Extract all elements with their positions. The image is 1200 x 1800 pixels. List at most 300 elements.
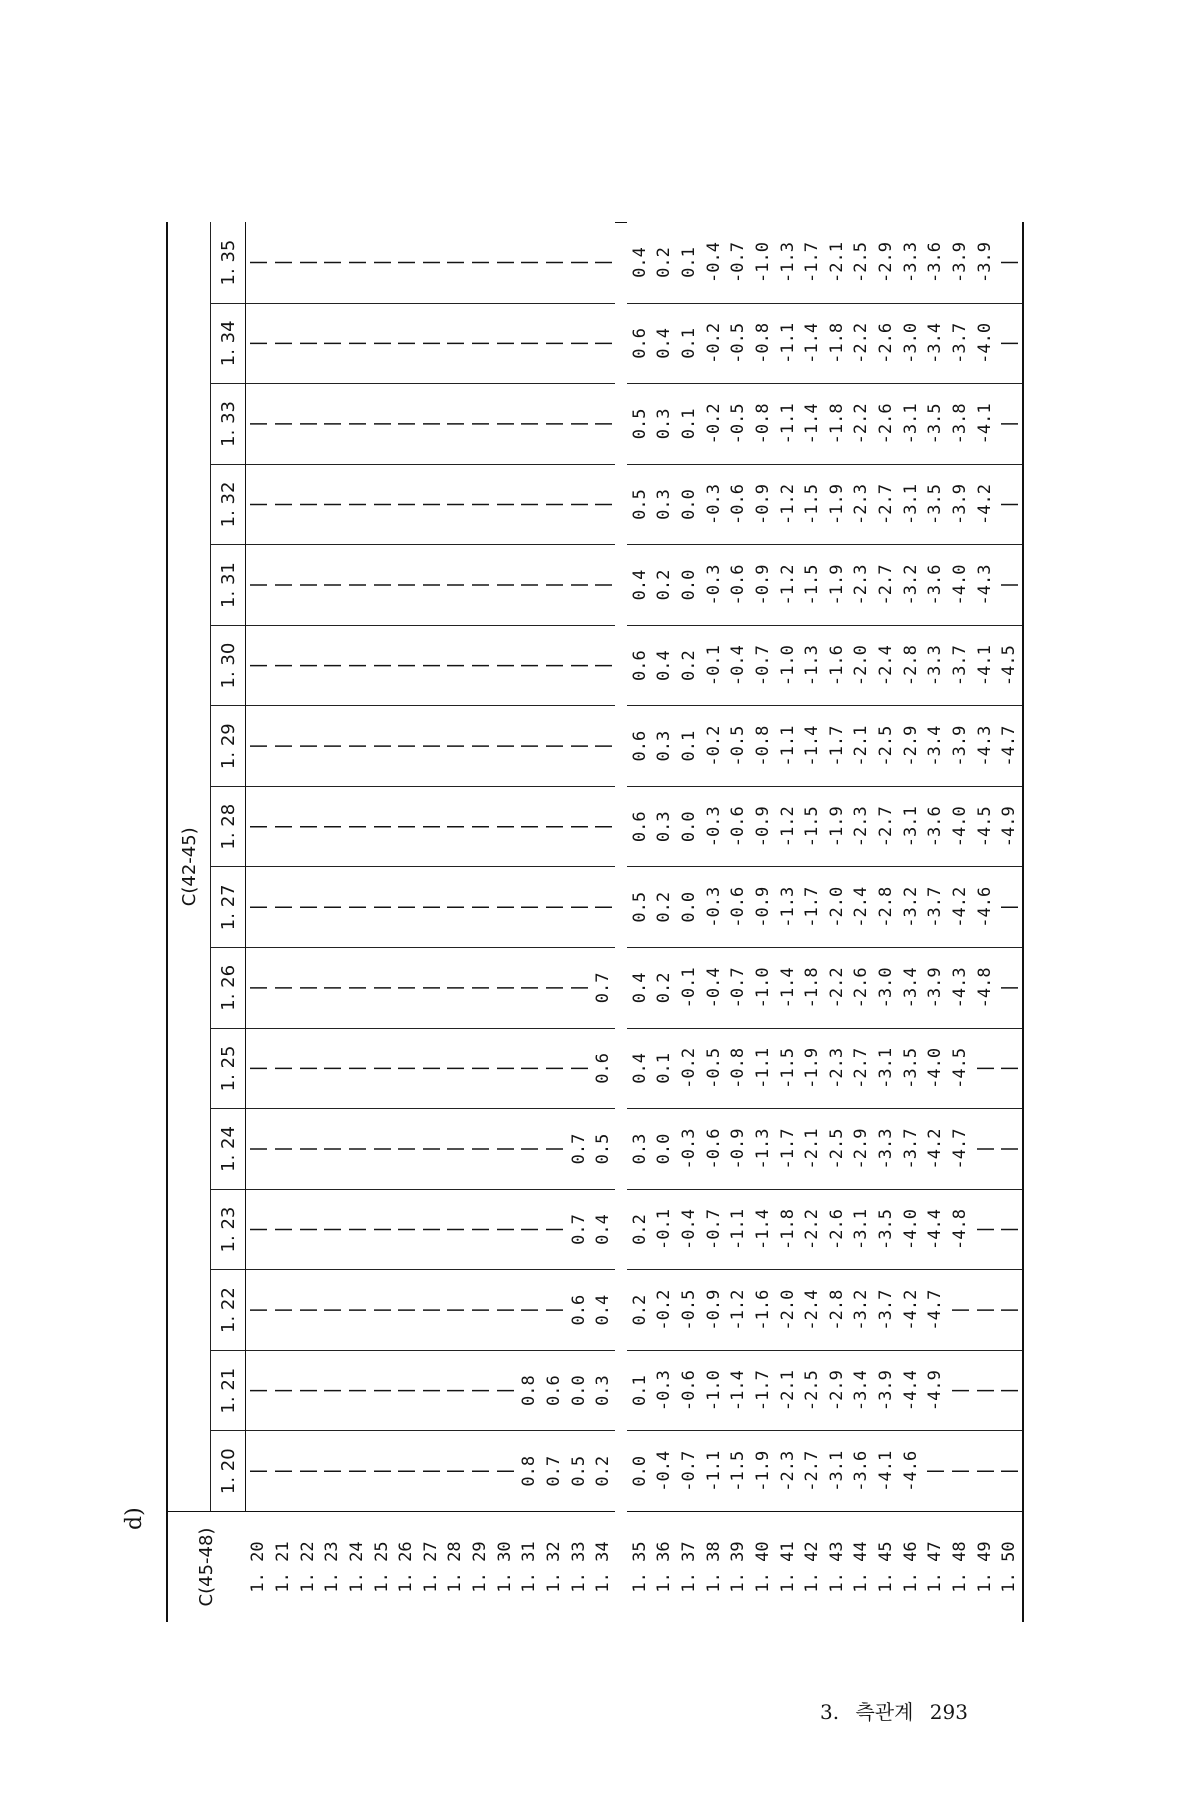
table-cell: | <box>542 303 567 384</box>
table-cell: -0.3 <box>701 464 726 545</box>
table-cell: | <box>468 1350 493 1431</box>
table-cell: 0.4 <box>627 223 652 304</box>
table-cell: -0.9 <box>751 786 776 867</box>
table-cell: -0.9 <box>726 1109 751 1190</box>
table-cell: -0.4 <box>654 1450 675 1492</box>
table-cell: -1.7 <box>751 1350 776 1431</box>
table-cell: | <box>517 1189 542 1270</box>
table-cell: -2.8 <box>824 1270 849 1351</box>
table-cell: 0.8 <box>517 1350 542 1431</box>
table-cell: | <box>271 625 296 706</box>
table-cell: | <box>418 1109 443 1190</box>
group-label: C(42-45) <box>167 223 211 1512</box>
table-cell: | <box>271 223 296 304</box>
table-cell: -4.8 <box>972 948 997 1029</box>
table-cell: | <box>273 1466 294 1477</box>
table-cell: 0.3 <box>652 384 677 465</box>
table-cell: -1.4 <box>800 384 825 465</box>
table-cell: -4.2 <box>948 867 973 948</box>
table-cell: | <box>371 1466 392 1477</box>
table-cell: -1.7 <box>824 706 849 787</box>
table-cell: -0.5 <box>726 706 751 787</box>
column-header: 1. 29 <box>211 706 246 787</box>
table-cell: | <box>517 786 542 867</box>
table-cell: | <box>542 786 567 867</box>
table-cell: | <box>345 384 370 465</box>
table-cell: -0.2 <box>677 1028 702 1109</box>
table-cell: -1.8 <box>824 384 849 465</box>
table-cell: 0.6 <box>627 625 652 706</box>
table-cell: | <box>591 706 616 787</box>
table-cell: | <box>320 1189 345 1270</box>
row-label: 1. 29 <box>468 1512 493 1623</box>
table-cell: | <box>418 545 443 626</box>
table-cell: | <box>320 545 345 626</box>
table-row <box>898 223 923 1623</box>
table-cell: | <box>542 223 567 304</box>
table-cell: -1.4 <box>800 303 825 384</box>
table-cell: -1.2 <box>775 786 800 867</box>
table-cell: | <box>394 706 419 787</box>
column-header: 1. 34 <box>211 303 246 384</box>
table-cell: -1.3 <box>775 223 800 304</box>
table-cell: | <box>394 1189 419 1270</box>
table-cell: | <box>394 1270 419 1351</box>
table-cell: | <box>492 867 517 948</box>
table-cell: -3.9 <box>948 464 973 545</box>
table-cell: 0.2 <box>652 223 677 304</box>
table-cell: -0.8 <box>751 384 776 465</box>
table-cell: -4.1 <box>972 625 997 706</box>
column-header: 1. 30 <box>211 625 246 706</box>
table-cell: | <box>320 786 345 867</box>
table-cell: 0.4 <box>652 303 677 384</box>
table-cell: | <box>492 384 517 465</box>
table-cell: | <box>418 706 443 787</box>
table-cell: -4.0 <box>948 786 973 867</box>
table-cell: | <box>517 706 542 787</box>
table-cell: 0.6 <box>627 303 652 384</box>
table-cell: | <box>468 223 493 304</box>
table-cell: -1.5 <box>800 545 825 626</box>
table-cell: | <box>492 464 517 545</box>
table-cell: | <box>492 1189 517 1270</box>
table-cell: -3.3 <box>874 1109 899 1190</box>
table-row <box>271 223 296 1623</box>
row-label: 1. 36 <box>652 1512 677 1623</box>
table-cell: | <box>369 1270 394 1351</box>
table-cell: -1.3 <box>800 625 825 706</box>
table-cell: | <box>566 1028 591 1109</box>
row-label: 1. 47 <box>923 1512 948 1623</box>
table-cell: | <box>492 303 517 384</box>
table-cell: 0.3 <box>591 1350 616 1431</box>
table-cell: | <box>468 303 493 384</box>
table-row <box>627 223 652 1623</box>
table-cell: -1.3 <box>775 867 800 948</box>
table-cell: 0.0 <box>629 1455 650 1487</box>
table-cell: | <box>443 464 468 545</box>
table-cell: | <box>542 1189 567 1270</box>
table-cell: | <box>418 948 443 1029</box>
table-cell: | <box>295 223 320 304</box>
table-cell: -4.7 <box>923 1270 948 1351</box>
table-cell: -1.9 <box>824 786 849 867</box>
table-cell: -4.3 <box>948 948 973 1029</box>
table-cell: -1.3 <box>751 1109 776 1190</box>
table-row <box>246 223 271 1623</box>
table-cell: -2.2 <box>849 303 874 384</box>
table-cell: | <box>246 786 271 867</box>
table-cell: | <box>997 1270 1023 1351</box>
table-cell: -0.3 <box>701 786 726 867</box>
table-cell: -3.3 <box>898 223 923 304</box>
table-cell: | <box>443 303 468 384</box>
row-label: 1. 27 <box>418 1512 443 1623</box>
table-cell: -0.7 <box>679 1450 700 1492</box>
table-cell: | <box>591 384 616 465</box>
column-header: 1. 24 <box>211 1109 246 1190</box>
table-cell: -2.3 <box>824 1028 849 1109</box>
table-cell: | <box>997 867 1023 948</box>
table-cell: 0.6 <box>566 1270 591 1351</box>
column-header: 1. 22 <box>211 1270 246 1351</box>
table-cell: | <box>345 1189 370 1270</box>
table-cell: | <box>345 867 370 948</box>
table-cell: 0.4 <box>652 625 677 706</box>
table-cell: | <box>369 1028 394 1109</box>
table-row <box>320 223 345 1623</box>
table-cell: | <box>295 1270 320 1351</box>
table-cell: | <box>271 786 296 867</box>
table-cell: -4.0 <box>898 1189 923 1270</box>
table-cell: 0.2 <box>593 1455 614 1487</box>
table-cell: -3.6 <box>923 545 948 626</box>
table-cell: | <box>345 1270 370 1351</box>
table-cell: | <box>394 1028 419 1109</box>
table-cell: 0.3 <box>652 786 677 867</box>
table-cell: 0.0 <box>677 786 702 867</box>
table-cell: -1.4 <box>775 948 800 1029</box>
table-cell: -0.3 <box>701 545 726 626</box>
table-cell: | <box>974 1466 995 1477</box>
table-cell: -1.0 <box>701 1350 726 1431</box>
table-cell: 0.7 <box>566 1109 591 1190</box>
row-label: 1. 25 <box>369 1512 394 1623</box>
table-cell: | <box>394 867 419 948</box>
table-cell: | <box>948 1270 973 1351</box>
table-cell: | <box>468 464 493 545</box>
row-label: 1. 21 <box>271 1512 296 1623</box>
table-cell: | <box>345 706 370 787</box>
table-cell: -0.6 <box>726 786 751 867</box>
table-cell: | <box>295 1189 320 1270</box>
row-label: 1. 23 <box>320 1512 345 1623</box>
table-cell: -1.7 <box>775 1109 800 1190</box>
table-cell: -2.2 <box>849 384 874 465</box>
table-row <box>997 223 1023 1623</box>
table-cell: -4.5 <box>948 1028 973 1109</box>
table-cell: -4.4 <box>898 1350 923 1431</box>
table-cell: | <box>468 948 493 1029</box>
table-cell: | <box>997 1109 1023 1190</box>
table-cell: | <box>542 384 567 465</box>
table-cell: 0.7 <box>543 1455 564 1487</box>
table-cell: | <box>443 706 468 787</box>
table-cell: -4.2 <box>898 1270 923 1351</box>
table-cell: -1.1 <box>726 1189 751 1270</box>
row-label: 1. 43 <box>824 1512 849 1623</box>
table-row <box>751 223 776 1623</box>
table-cell: | <box>246 1270 271 1351</box>
table-cell: | <box>246 545 271 626</box>
table-cell: -3.5 <box>874 1189 899 1270</box>
table-cell: | <box>566 867 591 948</box>
table-cell: -0.7 <box>751 625 776 706</box>
table-cell: | <box>418 464 443 545</box>
table-cell: -0.7 <box>726 948 751 1029</box>
table-cell: | <box>949 1466 970 1477</box>
table-cell: -4.1 <box>972 384 997 465</box>
table-cell: | <box>396 1466 417 1477</box>
footer-page-number: 293 <box>929 1700 968 1724</box>
table-cell: | <box>468 545 493 626</box>
table-row <box>591 223 616 1623</box>
table-cell: -0.2 <box>701 303 726 384</box>
table-cell: | <box>443 1028 468 1109</box>
table-row <box>948 223 973 1623</box>
table-cell: | <box>443 384 468 465</box>
table-cell: | <box>997 1350 1023 1431</box>
row-label: 1. 42 <box>800 1512 825 1623</box>
table-cell: | <box>369 867 394 948</box>
table-cell: -0.6 <box>701 1109 726 1190</box>
table-row <box>345 223 370 1623</box>
table-cell: | <box>443 786 468 867</box>
table-cell: 0.2 <box>652 867 677 948</box>
table-cell: | <box>492 948 517 1029</box>
table-cell: -2.1 <box>849 706 874 787</box>
table-cell: | <box>345 303 370 384</box>
table-cell: 0.1 <box>677 223 702 304</box>
table-cell: -3.2 <box>849 1270 874 1351</box>
table-cell: | <box>369 303 394 384</box>
table-cell: | <box>394 948 419 1029</box>
table-cell: -0.6 <box>726 867 751 948</box>
table-row <box>800 223 825 1623</box>
table-cell: -2.1 <box>800 1109 825 1190</box>
row-label: 1. 35 <box>627 1512 652 1623</box>
table-cell: | <box>345 786 370 867</box>
table-cell: 0.3 <box>652 464 677 545</box>
table-cell: | <box>246 1028 271 1109</box>
table-cell: 0.6 <box>542 1350 567 1431</box>
table-cell: -3.9 <box>948 223 973 304</box>
table-cell: 0.5 <box>627 384 652 465</box>
table-cell: | <box>997 1028 1023 1109</box>
table-cell: -3.9 <box>874 1350 899 1431</box>
column-header: 1. 27 <box>211 867 246 948</box>
row-label: 1. 33 <box>566 1512 591 1623</box>
table-row <box>923 223 948 1623</box>
table-cell: -3.8 <box>948 384 973 465</box>
table-cell: | <box>369 1109 394 1190</box>
table-cell: 0.0 <box>677 464 702 545</box>
table-cell: | <box>492 1270 517 1351</box>
table-cell: | <box>369 786 394 867</box>
table-row <box>874 223 899 1623</box>
table-cell: | <box>271 706 296 787</box>
table-cell: | <box>320 867 345 948</box>
table-cell: | <box>566 625 591 706</box>
table-row <box>492 223 517 1623</box>
table-cell: 0.5 <box>627 464 652 545</box>
table-cell: | <box>566 706 591 787</box>
table-cell: -3.1 <box>898 464 923 545</box>
table-cell: -3.7 <box>948 625 973 706</box>
table-cell: | <box>492 1350 517 1431</box>
column-header: 1. 26 <box>211 948 246 1029</box>
table-cell: | <box>443 223 468 304</box>
table-cell: -0.5 <box>701 1028 726 1109</box>
table-cell: | <box>443 1270 468 1351</box>
table-cell: -0.9 <box>751 545 776 626</box>
table-cell: | <box>295 625 320 706</box>
table-cell: | <box>345 1109 370 1190</box>
table-cell: | <box>418 303 443 384</box>
table-cell: -1.5 <box>728 1450 749 1492</box>
table-cell: | <box>295 303 320 384</box>
table-cell: -4.0 <box>972 303 997 384</box>
table-cell: | <box>295 545 320 626</box>
table-cell: | <box>246 1189 271 1270</box>
table-cell: | <box>369 545 394 626</box>
table-cell: | <box>517 223 542 304</box>
table-cell: -3.7 <box>898 1109 923 1190</box>
table-cell: | <box>443 1189 468 1270</box>
table-cell: -2.8 <box>898 625 923 706</box>
table-cell: -2.7 <box>874 464 899 545</box>
table-cell: -4.9 <box>923 1350 948 1431</box>
column-header: 1. 35 <box>211 223 246 304</box>
row-label: 1. 22 <box>295 1512 320 1623</box>
table-cell: | <box>494 1466 515 1477</box>
table-cell: 0.5 <box>591 1109 616 1190</box>
table-cell: | <box>997 545 1023 626</box>
table-cell: -0.4 <box>701 948 726 1029</box>
table-cell: -3.9 <box>972 223 997 304</box>
row-label: 1. 45 <box>874 1512 899 1623</box>
table-cell: | <box>320 706 345 787</box>
table-cell: | <box>394 1109 419 1190</box>
table-cell: -2.9 <box>824 1350 849 1431</box>
table-cell: | <box>443 948 468 1029</box>
table-cell: | <box>345 948 370 1029</box>
table-cell: 0.4 <box>627 545 652 626</box>
table-cell: -2.6 <box>824 1189 849 1270</box>
table-cell: | <box>948 1350 973 1431</box>
table-cell: | <box>972 1028 997 1109</box>
table-row <box>652 223 677 1623</box>
table-cell: | <box>345 1028 370 1109</box>
row-label: 1. 28 <box>443 1512 468 1623</box>
table-cell: -0.6 <box>726 464 751 545</box>
table-cell: -3.7 <box>948 303 973 384</box>
table-cell: | <box>468 1028 493 1109</box>
table-cell: | <box>517 1109 542 1190</box>
table-cell: -1.8 <box>824 303 849 384</box>
table-cell: | <box>443 625 468 706</box>
table-cell: -3.2 <box>898 545 923 626</box>
table-cell: | <box>369 948 394 1029</box>
table-cell: -3.2 <box>898 867 923 948</box>
table-cell: -1.1 <box>775 706 800 787</box>
table-cell: | <box>972 1350 997 1431</box>
table-cell: 0.6 <box>591 1028 616 1109</box>
table-cell: -4.6 <box>900 1450 921 1492</box>
table-cell: -1.9 <box>824 545 849 626</box>
table-cell: | <box>566 223 591 304</box>
table-cell: | <box>271 1270 296 1351</box>
table-cell: -3.7 <box>874 1270 899 1351</box>
table-cell: -3.6 <box>851 1450 872 1492</box>
table-cell: -2.7 <box>849 1028 874 1109</box>
table-cell: -2.4 <box>849 867 874 948</box>
table-cell: -2.1 <box>824 223 849 304</box>
table-cell: -0.3 <box>652 1350 677 1431</box>
row-label: 1. 48 <box>948 1512 973 1623</box>
table-cell: | <box>418 384 443 465</box>
table-cell: | <box>591 625 616 706</box>
table-cell: | <box>972 1189 997 1270</box>
row-label: 1. 31 <box>517 1512 542 1623</box>
page-footer <box>820 1696 978 1725</box>
table-cell: | <box>369 706 394 787</box>
table-cell: | <box>443 545 468 626</box>
table-cell: | <box>542 948 567 1029</box>
table-cell: | <box>369 464 394 545</box>
table-row <box>394 223 419 1623</box>
table-cell: -0.6 <box>726 545 751 626</box>
table-cell: | <box>345 1350 370 1431</box>
table-cell: | <box>394 223 419 304</box>
table-cell: -0.1 <box>652 1189 677 1270</box>
table-cell: 0.7 <box>591 948 616 1029</box>
table-row <box>517 223 542 1623</box>
table-cell: -3.4 <box>923 706 948 787</box>
table-cell: | <box>345 545 370 626</box>
table-cell: -3.1 <box>826 1450 847 1492</box>
table-cell: | <box>566 384 591 465</box>
row-label: 1. 26 <box>394 1512 419 1623</box>
table-cell: -3.6 <box>923 786 948 867</box>
table-cell: -2.3 <box>849 786 874 867</box>
table-cell: 0.2 <box>677 625 702 706</box>
table-row <box>566 223 591 1623</box>
table-cell: -3.1 <box>849 1189 874 1270</box>
table-cell: | <box>492 1109 517 1190</box>
table-cell: | <box>297 1466 318 1477</box>
table-cell: 0.3 <box>627 1109 652 1190</box>
table-cell: | <box>517 867 542 948</box>
table-cell: -1.9 <box>824 464 849 545</box>
table-cell: | <box>320 625 345 706</box>
table-cell: | <box>468 625 493 706</box>
table-cell: | <box>248 1466 269 1477</box>
table-cell: -0.7 <box>701 1189 726 1270</box>
table-cell: | <box>997 464 1023 545</box>
table-cell: | <box>295 867 320 948</box>
